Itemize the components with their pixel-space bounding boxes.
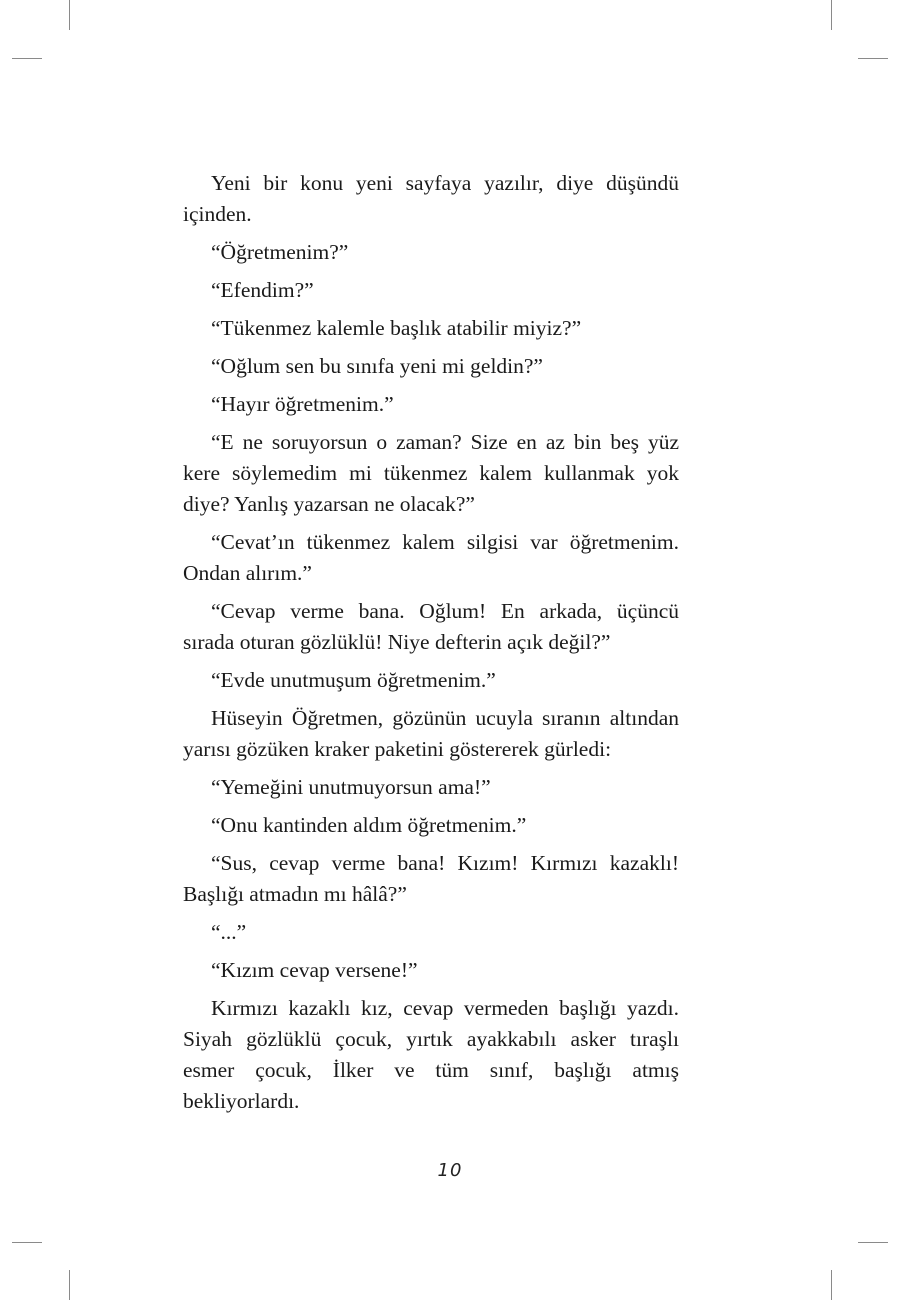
paragraph: “E ne soruyorsun o zaman? Size en az bin beş yüz kere söylemedim mi tükenmez kalem kullanmak yok diye? Yanlış yazarsan ne olacak?” xyxy=(183,430,679,516)
paragraph: Hüseyin Öğretmen, gözünün ucuyla sıranın altından yarısı gözüken kraker paketini göstererek gürledi: xyxy=(183,706,679,761)
paragraph: “Cevat’ın tükenmez kalem silgisi var öğretmenim. Ondan alırım.” xyxy=(183,530,679,585)
paragraph: “Evde unutmuşum öğretmenim.” xyxy=(211,668,496,692)
paragraph: “Tükenmez kalemle başlık atabilir miyiz?” xyxy=(211,316,582,340)
crop-mark-bottom-left xyxy=(69,1270,70,1300)
paragraph: “Sus, cevap verme bana! Kızım! Kırmızı kazaklı! Başlığı atmadın mı hâlâ?” xyxy=(183,851,679,906)
crop-mark-top-right xyxy=(831,0,832,30)
crop-mark-right-top xyxy=(858,58,888,59)
paragraph: “...” xyxy=(211,920,247,944)
crop-mark-left-bottom xyxy=(12,1242,42,1243)
crop-mark-bottom-right xyxy=(831,1270,832,1300)
crop-mark-top-left xyxy=(69,0,70,30)
paragraph: “Cevap verme bana. Oğlum! En arkada, üçüncü sırada oturan gözlüklü! Niye defterin açık değil?” xyxy=(183,599,679,654)
paragraph: “Efendim?” xyxy=(211,278,314,302)
paragraph: “Yemeğini unutmuyorsun ama!” xyxy=(211,775,491,799)
crop-mark-left-top xyxy=(12,58,42,59)
page-number: 10 xyxy=(437,1160,463,1181)
paragraph: “Oğlum sen bu sınıfa yeni mi geldin?” xyxy=(211,354,543,378)
paragraph: “Kızım cevap versene!” xyxy=(211,958,418,982)
crop-mark-right-bottom xyxy=(858,1242,888,1243)
paragraph: Yeni bir konu yeni sayfaya yazılır, diye düşündü içinden. xyxy=(183,171,679,226)
paragraph: “Öğretmenim?” xyxy=(211,240,349,264)
paragraph: “Hayır öğretmenim.” xyxy=(211,392,394,416)
paragraph: Kırmızı kazaklı kız, cevap vermeden başlığı yazdı. Siyah gözlüklü çocuk, yırtık ayakkabılı asker tıraşlı esmer çocuk, İlker ve tüm sınıf, başlığı atmış bekliyorlardı. xyxy=(183,996,679,1113)
paragraph: “Onu kantinden aldım öğretmenim.” xyxy=(211,813,527,837)
body-text xyxy=(183,168,679,1124)
